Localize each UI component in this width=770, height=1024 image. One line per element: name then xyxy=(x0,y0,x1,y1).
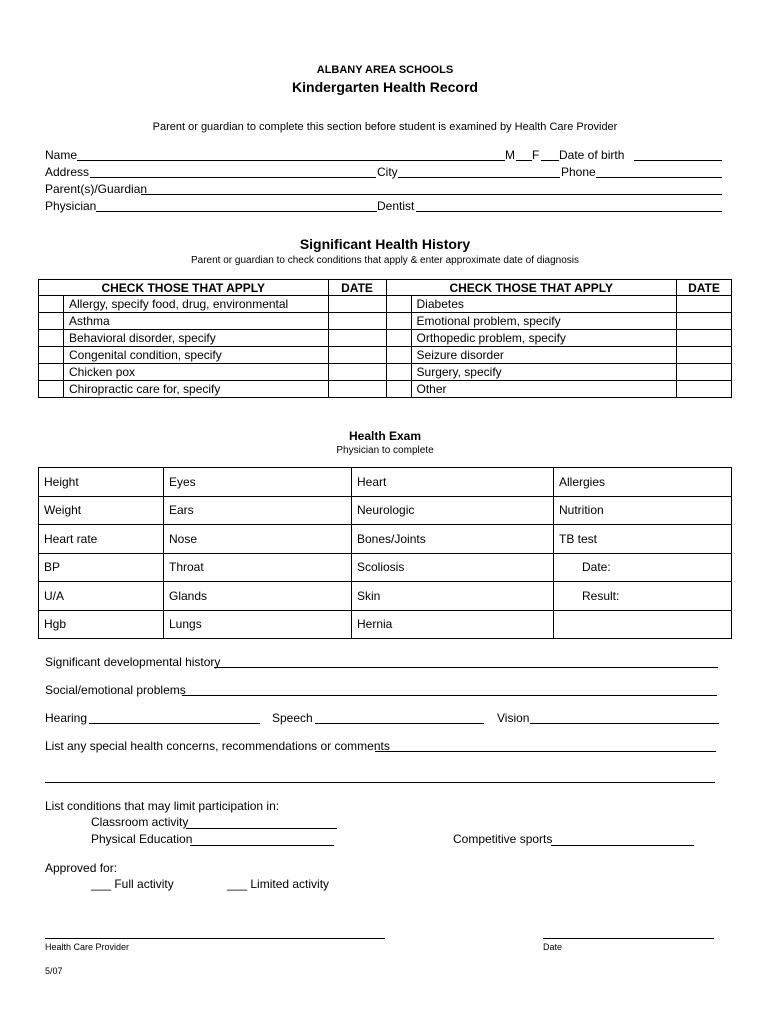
phone-field[interactable] xyxy=(596,177,722,178)
condition-label: Congenital condition, specify xyxy=(64,347,329,364)
sports-field[interactable] xyxy=(551,845,694,846)
vision-field[interactable] xyxy=(530,723,719,724)
exam-item-bones-joints[interactable]: Bones/Joints xyxy=(352,525,554,554)
exam-item-hernia[interactable]: Hernia xyxy=(352,610,554,639)
condition-checkbox[interactable] xyxy=(386,364,411,381)
dentist-field[interactable] xyxy=(416,211,722,212)
condition-checkbox[interactable] xyxy=(386,330,411,347)
exam-item-glands[interactable]: Glands xyxy=(164,582,352,611)
exam-item-eyes[interactable]: Eyes xyxy=(164,468,352,497)
diagnosis-date-field[interactable] xyxy=(677,347,732,364)
condition-label: Surgery, specify xyxy=(411,364,676,381)
history-title: Significant Health History xyxy=(299,236,471,252)
exam-title: Health Exam xyxy=(348,429,422,443)
date-header-right: DATE xyxy=(677,280,732,296)
signature-date-label: Date xyxy=(543,942,563,952)
tb-test-result[interactable]: Result: xyxy=(554,582,732,611)
condition-checkbox[interactable] xyxy=(386,296,411,313)
exam-item-hgb[interactable]: Hgb xyxy=(39,610,164,639)
exam-item-neurologic[interactable]: Neurologic xyxy=(352,496,554,525)
provider-signature-field[interactable] xyxy=(45,938,385,939)
exam-item-scoliosis[interactable]: Scoliosis xyxy=(352,553,554,582)
exam-item-lungs[interactable]: Lungs xyxy=(164,610,352,639)
hearing-label: Hearing xyxy=(45,711,88,725)
classroom-label: Classroom activity xyxy=(91,815,189,829)
condition-checkbox[interactable] xyxy=(39,347,64,364)
vision-label: Vision xyxy=(497,711,530,725)
diagnosis-date-field[interactable] xyxy=(677,381,732,398)
female-field[interactable] xyxy=(541,160,559,161)
exam-item-nose[interactable]: Nose xyxy=(164,525,352,554)
condition-label: Other xyxy=(411,381,676,398)
health-history-table xyxy=(38,279,732,398)
diagnosis-date-field[interactable] xyxy=(677,364,732,381)
city-label: City xyxy=(377,165,398,179)
date-header-left: DATE xyxy=(328,280,386,296)
sports-label: Competitive sports xyxy=(453,832,553,846)
check-header-left: CHECK THOSE THAT APPLY xyxy=(39,280,329,296)
diagnosis-date-field[interactable] xyxy=(328,330,386,347)
history-instruction: Parent or guardian to check conditions that apply & enter approximate date of diagnosis xyxy=(190,255,580,266)
revision-label: 5/07 xyxy=(45,966,63,976)
exam-item-ua[interactable]: U/A xyxy=(39,582,164,611)
condition-label: Chiropractic care for, specify xyxy=(64,381,329,398)
exam-item-heart[interactable]: Heart xyxy=(352,468,554,497)
pe-field[interactable] xyxy=(190,845,334,846)
limit-title: List conditions that may limit participation in: xyxy=(45,799,280,813)
provider-label: Health Care Provider xyxy=(45,942,130,952)
physician-label: Physician xyxy=(45,199,97,213)
condition-label: Behavioral disorder, specify xyxy=(64,330,329,347)
hearing-field[interactable] xyxy=(89,723,260,724)
exam-item-bp[interactable]: BP xyxy=(39,553,164,582)
exam-item-weight[interactable]: Weight xyxy=(39,496,164,525)
diagnosis-date-field[interactable] xyxy=(328,313,386,330)
developmental-field[interactable] xyxy=(214,667,718,668)
name-field[interactable] xyxy=(77,160,505,161)
condition-checkbox[interactable] xyxy=(386,313,411,330)
condition-checkbox[interactable] xyxy=(39,364,64,381)
address-field[interactable] xyxy=(90,177,376,178)
diagnosis-date-field[interactable] xyxy=(677,296,732,313)
condition-checkbox[interactable] xyxy=(39,330,64,347)
condition-label: Allergy, specify food, drug, environmental xyxy=(64,296,329,313)
condition-label: Orthopedic problem, specify xyxy=(411,330,676,347)
exam-item-allergies[interactable]: Allergies xyxy=(554,468,732,497)
city-field[interactable] xyxy=(398,177,560,178)
district-name: ALBANY AREA SCHOOLS xyxy=(316,64,454,76)
condition-checkbox[interactable] xyxy=(39,296,64,313)
concerns-label: List any special health concerns, recommendations or comments xyxy=(45,739,390,753)
page-title: Kindergarten Health Record xyxy=(292,79,478,95)
classroom-field[interactable] xyxy=(186,828,337,829)
parent-instruction: Parent or guardian to complete this section before student is examined by Health Care Provider xyxy=(152,121,618,133)
physician-field[interactable] xyxy=(96,211,377,212)
diagnosis-date-field[interactable] xyxy=(328,381,386,398)
condition-label: Emotional problem, specify xyxy=(411,313,676,330)
exam-subtitle: Physician to complete xyxy=(336,445,434,456)
full-activity-option[interactable]: ___ Full activity xyxy=(91,877,174,891)
social-label: Social/emotional problems xyxy=(45,683,186,697)
parent-label: Parent(s)/Guardian xyxy=(45,182,148,196)
developmental-label: Significant developmental history xyxy=(45,655,221,669)
exam-item-empty[interactable] xyxy=(554,610,732,639)
condition-label: Chicken pox xyxy=(64,364,329,381)
exam-item-ears[interactable]: Ears xyxy=(164,496,352,525)
dob-label: Date of birth xyxy=(559,148,625,162)
exam-item-height[interactable]: Height xyxy=(39,468,164,497)
dob-field[interactable] xyxy=(634,160,722,161)
condition-checkbox[interactable] xyxy=(39,381,64,398)
address-label: Address xyxy=(45,165,90,179)
limited-activity-option[interactable]: ___ Limited activity xyxy=(227,877,330,891)
diagnosis-date-field[interactable] xyxy=(328,296,386,313)
condition-label: Seizure disorder xyxy=(411,347,676,364)
name-label: Name xyxy=(45,148,78,162)
concerns-field[interactable] xyxy=(375,751,716,752)
exam-item-nutrition[interactable]: Nutrition xyxy=(554,496,732,525)
exam-item-tb-test[interactable]: TB test xyxy=(554,525,732,554)
speech-label: Speech xyxy=(272,711,313,725)
condition-checkbox[interactable] xyxy=(386,381,411,398)
approved-label: Approved for: xyxy=(45,861,118,875)
diagnosis-date-field[interactable] xyxy=(677,313,732,330)
diagnosis-date-field[interactable] xyxy=(328,364,386,381)
check-header-right: CHECK THOSE THAT APPLY xyxy=(386,280,676,296)
social-field[interactable] xyxy=(182,695,717,696)
condition-checkbox[interactable] xyxy=(386,347,411,364)
diagnosis-date-field[interactable] xyxy=(328,347,386,364)
speech-field[interactable] xyxy=(315,723,484,724)
exam-item-throat[interactable]: Throat xyxy=(164,553,352,582)
male-label: M xyxy=(505,148,515,162)
dentist-label: Dentist xyxy=(377,199,415,213)
phone-label: Phone xyxy=(561,165,596,179)
condition-label: Asthma xyxy=(64,313,329,330)
condition-label: Diabetes xyxy=(411,296,676,313)
diagnosis-date-field[interactable] xyxy=(677,330,732,347)
exam-item-heart-rate[interactable]: Heart rate xyxy=(39,525,164,554)
male-field[interactable] xyxy=(516,160,532,161)
tb-test-date[interactable]: Date: xyxy=(554,553,732,582)
condition-checkbox[interactable] xyxy=(39,313,64,330)
signature-date-field[interactable] xyxy=(543,938,714,939)
health-exam-table xyxy=(38,467,732,639)
concerns-field-continued[interactable] xyxy=(45,782,715,783)
exam-item-skin[interactable]: Skin xyxy=(352,582,554,611)
parent-field[interactable] xyxy=(141,194,722,195)
female-label: F xyxy=(532,148,540,162)
pe-label: Physical Education xyxy=(91,832,193,846)
